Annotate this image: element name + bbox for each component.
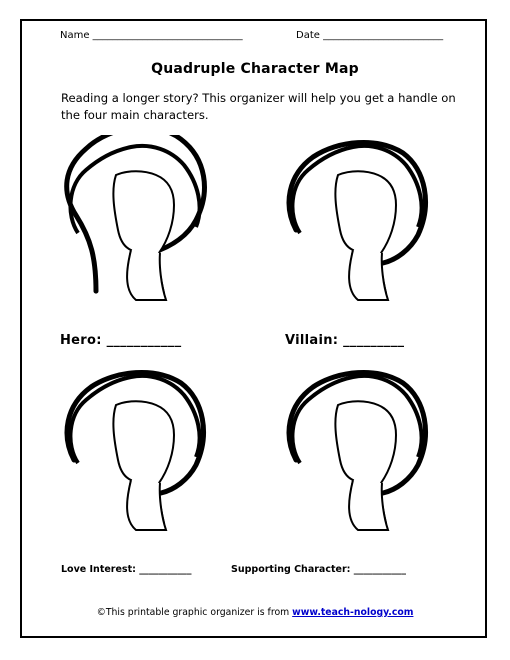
name-field: Name ______________________________ — [60, 30, 243, 41]
love-interest-label: Love Interest: ___________ — [61, 564, 192, 575]
footer — [0, 607, 510, 618]
supporting-character-label: Supporting Character: ___________ — [231, 564, 406, 575]
footer-link[interactable]: www.teach-nology.com — [292, 607, 414, 618]
date-field: Date ________________________ — [296, 30, 444, 41]
intro-text: Reading a longer story? This organizer will help you get a handle on the four main characters. — [61, 91, 456, 122]
page-title: Quadruple Character Map — [151, 61, 359, 77]
hero-label: Hero: ___________ — [60, 333, 182, 348]
love-interest-head-icon — [56, 365, 216, 535]
villain-head-icon — [278, 135, 438, 305]
supporting-head-icon — [278, 365, 438, 535]
villain-label: Villain: _________ — [285, 333, 405, 348]
footer-text: ©This printable graphic organizer is from — [96, 607, 293, 618]
hero-head-icon — [56, 135, 216, 305]
